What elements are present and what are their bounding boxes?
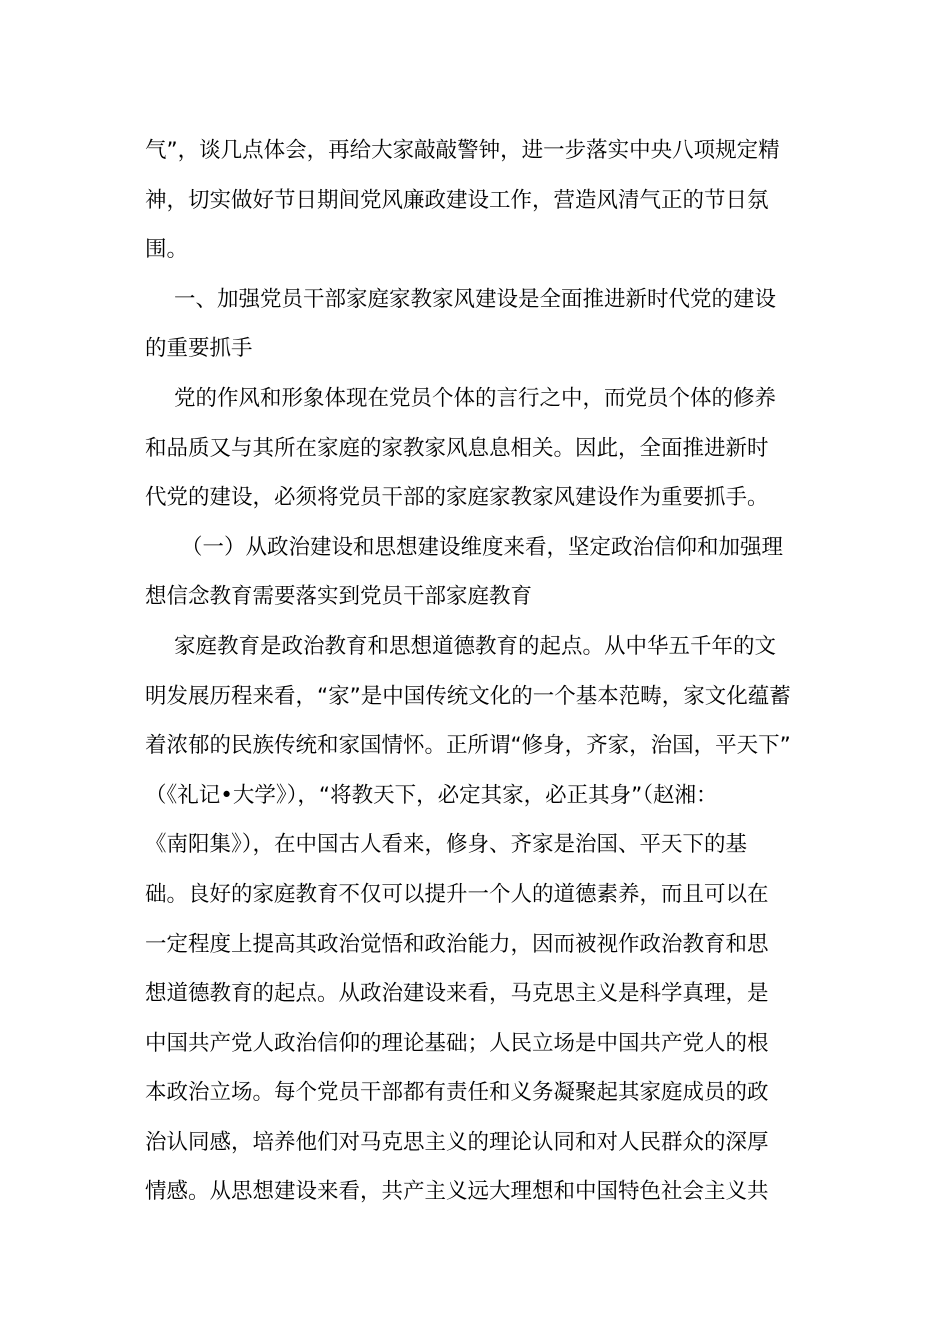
body-text-line: （《礼记•大学》），“将教天下，必定其家，必正其身”（赵湘： bbox=[145, 782, 718, 808]
section-heading-line: 一、加强党员干部家庭家教家风建设是全面推进新时代党的建设 bbox=[174, 286, 777, 312]
body-text-line: 想道德教育的起点。从政治建设来看，马克思主义是科学真理，是 bbox=[145, 981, 769, 1007]
body-text-line: 本政治立场。每个党员干部都有责任和义务凝聚起其家庭成员的政 bbox=[145, 1080, 769, 1106]
body-text-line: 和品质又与其所在家庭的家教家风息息相关。因此，全面推进新时 bbox=[145, 435, 769, 461]
body-text-line: 础。良好的家庭教育不仅可以提升一个人的道德素养，而且可以在 bbox=[145, 881, 769, 907]
body-text-line: 明发展历程来看，“家”是中国传统文化的一个基本范畴，家文化蕴蓄 bbox=[145, 683, 791, 709]
section-heading-line: 的重要抓手 bbox=[145, 336, 253, 362]
body-text-line: 党的作风和形象体现在党员个体的言行之中，而党员个体的修养 bbox=[174, 385, 777, 411]
body-text-line: 治认同感，培养他们对马克思主义的理论认同和对人民群众的深厚 bbox=[145, 1129, 769, 1155]
body-text-line: 代党的建设，必须将党员干部的家庭家教家风建设作为重要抓手。 bbox=[145, 485, 769, 511]
body-text-line: 围。 bbox=[145, 237, 189, 263]
subsection-heading-line: 想信念教育需要落实到党员干部家庭教育 bbox=[145, 584, 533, 610]
document-body bbox=[145, 126, 807, 1217]
body-text-line: 家庭教育是政治教育和思想道德教育的起点。从中华五千年的文 bbox=[174, 633, 777, 659]
body-text-line: 中国共产党人政治信仰的理论基础；人民立场是中国共产党人的根 bbox=[145, 1030, 769, 1056]
body-text-line: 着浓郁的民族传统和家国情怀。正所谓“修身，齐家，治国，平天下” bbox=[145, 733, 791, 759]
body-text-line: 气”，谈几点体会，再给大家敲敲警钟，进一步落实中央八项规定精 bbox=[145, 138, 780, 163]
body-text-line: 神，切实做好节日期间党风廉政建设工作，营造风清气正的节日氛 bbox=[145, 187, 769, 213]
body-text-line: 情感。从思想建设来看，共产主义远大理想和中国特色社会主义共 bbox=[145, 1179, 769, 1205]
body-text-line: 一定程度上提高其政治觉悟和政治能力，因而被视作政治教育和思 bbox=[145, 931, 769, 957]
body-text-line: 《南阳集》），在中国古人看来，修身、齐家是治国、平天下的基 bbox=[145, 832, 748, 858]
subsection-heading-line: （一）从政治建设和思想建设维度来看，坚定政治信仰和加强理 bbox=[181, 534, 784, 560]
